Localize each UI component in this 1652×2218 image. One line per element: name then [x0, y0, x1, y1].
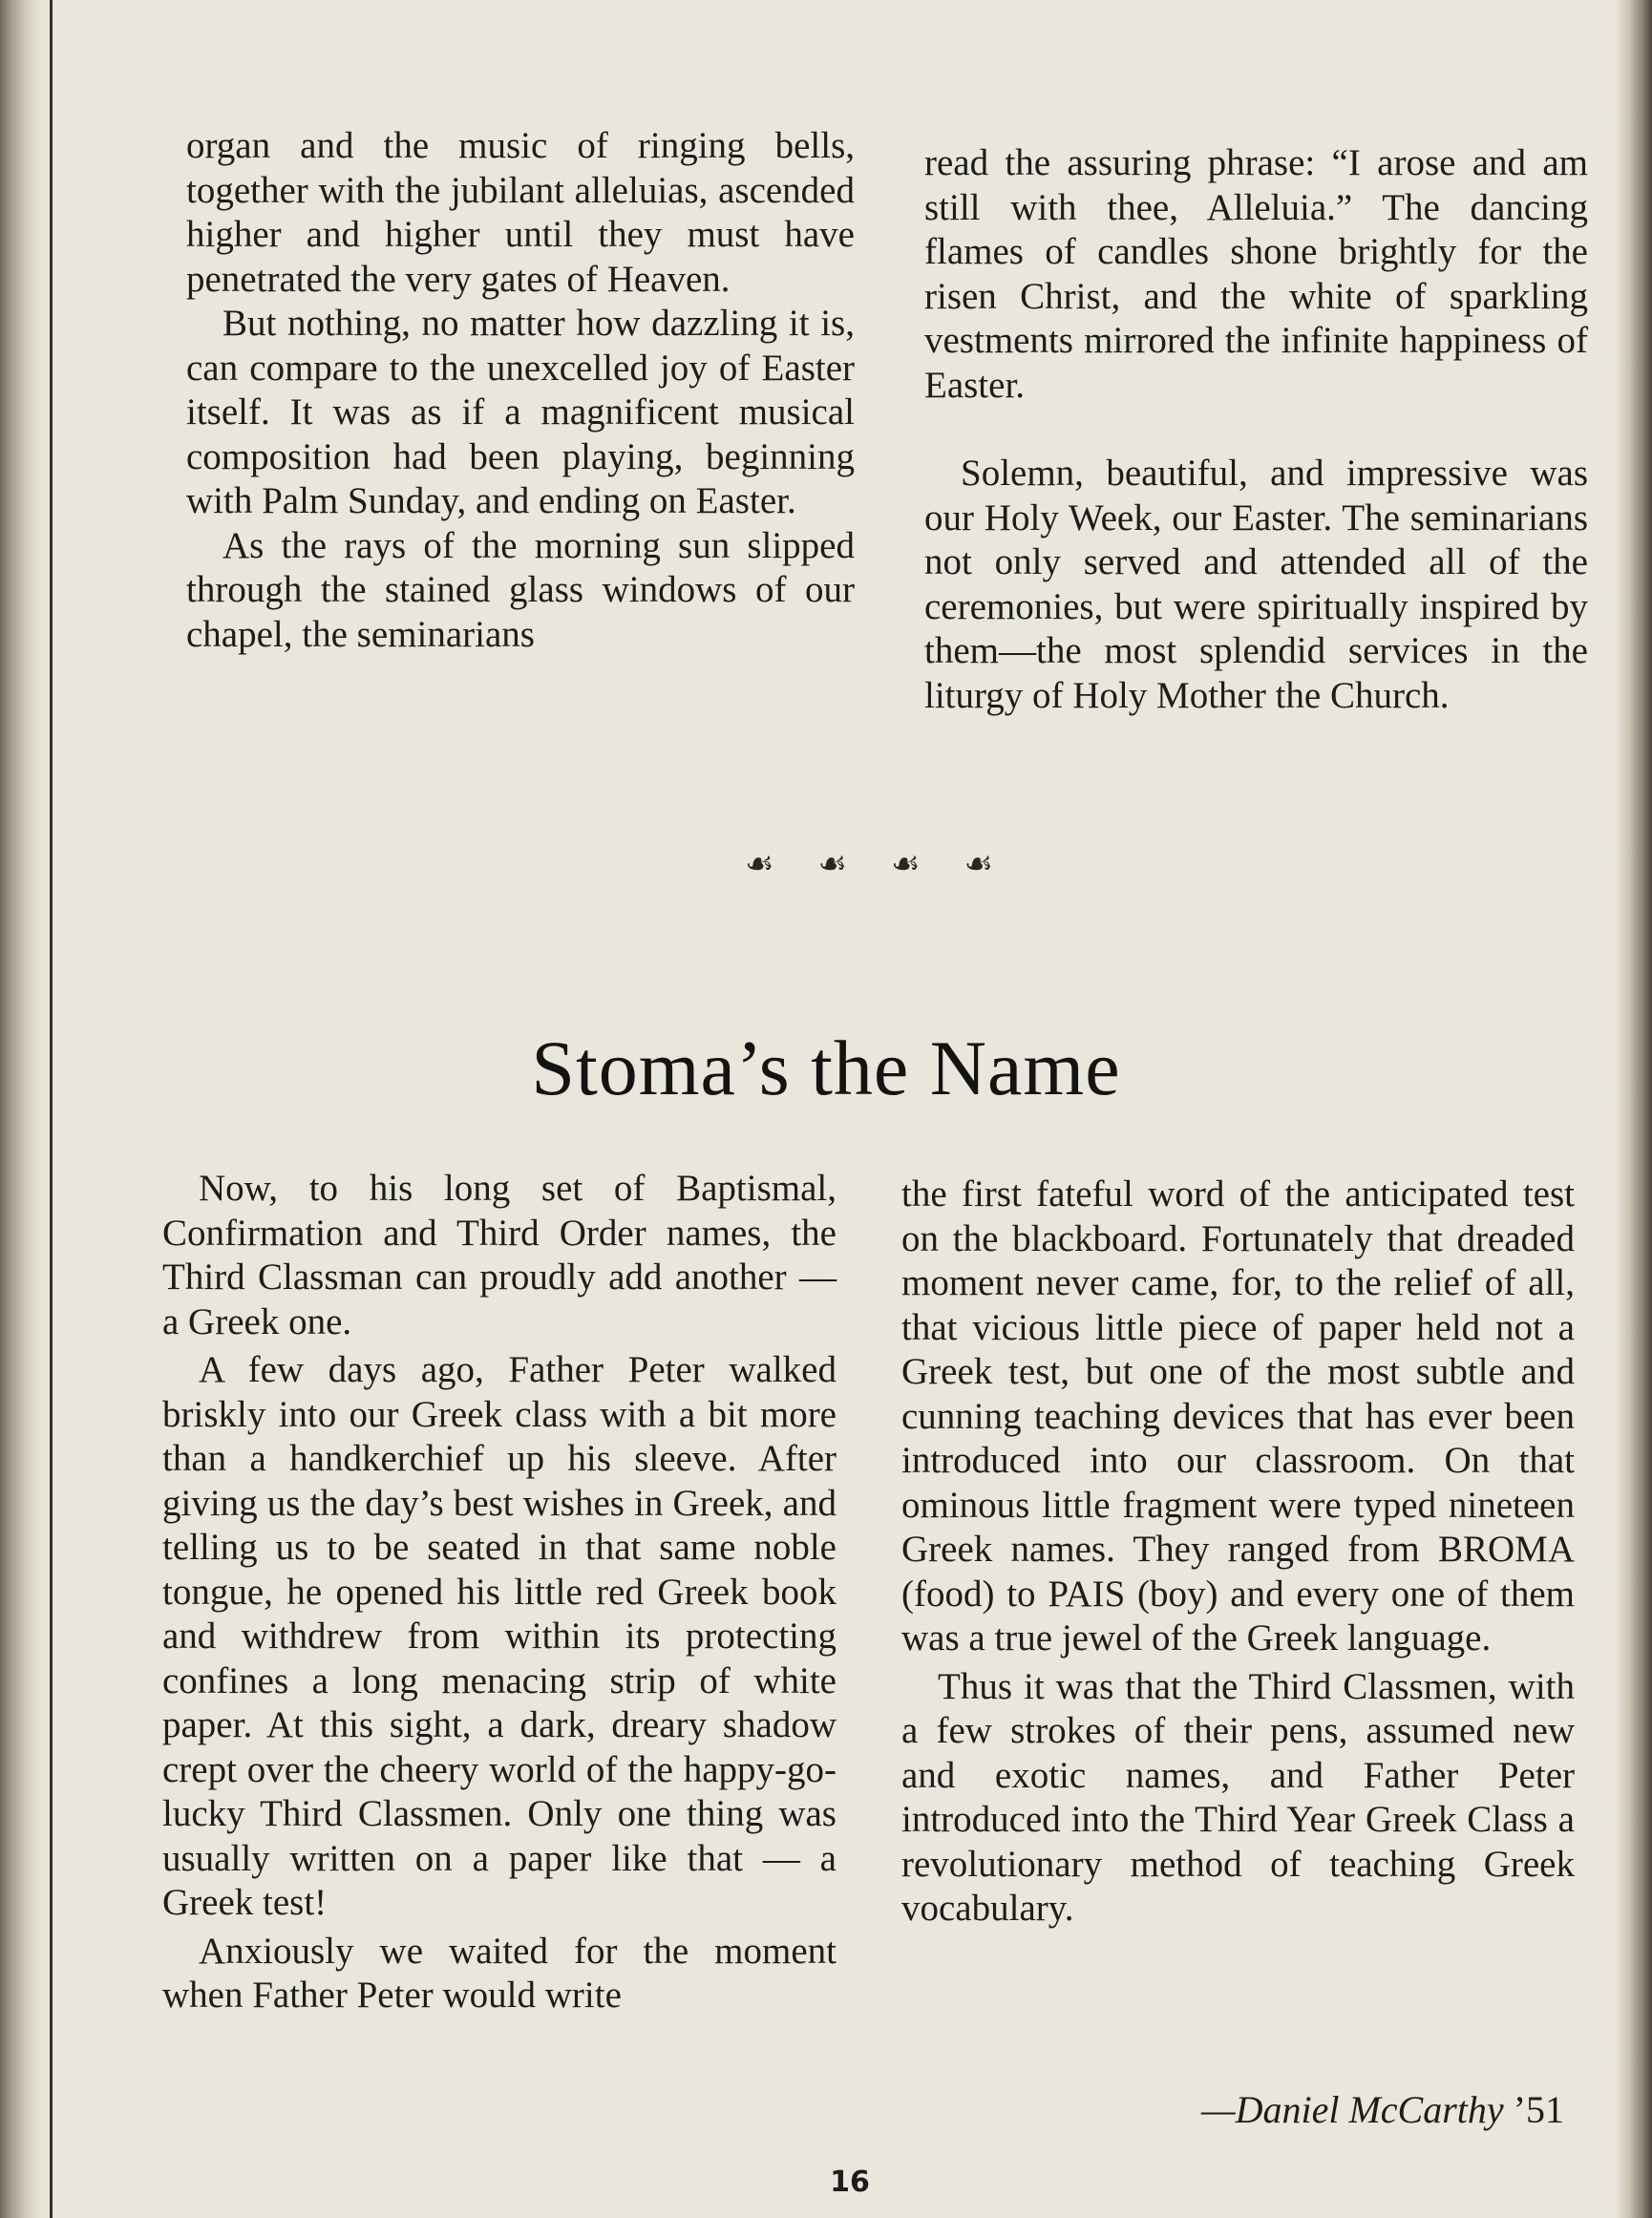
article-title: Stoma’s the Name — [531, 1025, 1121, 1111]
fleuron-icon: ☙ — [817, 845, 847, 883]
stoma-article-right-column — [901, 1172, 1575, 1932]
easter-article-left-column — [186, 124, 855, 657]
section-divider-ornament — [745, 845, 993, 893]
easter-paragraph-4: read the assuring phrase: “I arose and am still with thee, Alleluia.” The dancing flames of candles shone brightly for the risen Christ, and the white of sparkling vestments mirrored the infinite happiness of Easter. — [924, 142, 1588, 406]
easter-paragraph-3: As the rays of the morning sun slipped through the stained glass windows of our chapel, the seminarians — [186, 524, 855, 655]
stoma-article-left-column — [162, 1167, 837, 2018]
stoma-paragraph-5: Thus it was that the Third Classmen, with a few strokes of their pens, assumed new and exotic names, and Father Peter introduced into the Third Year Greek Class a revolutionary method of teaching Greek vocabulary. — [901, 1665, 1575, 1929]
page-number: 16 — [830, 2165, 870, 2199]
stoma-paragraph-2: A few days ago, Father Peter walked briskly into our Greek class with a bit more than a handkerchief up his sleeve. After giving us the day’s best wishes in Greek, and telling us to be seated in that same noble tongue, he opened his little red Greek book and withdrew from within its protecting confines a long menacing strip of white paper. At this sight, a dark, dreary shadow crept over the cheery world of the happy-go-lucky Third Classmen. Only one thing was usually written on a paper like that — a Greek test! — [162, 1349, 837, 1923]
author-name: —Daniel McCarthy — [1201, 2088, 1504, 2131]
stoma-paragraph-4: the first fateful word of the anticipated test on the blackboard. Fortunately that dreaded moment never came, for, to the relief of all, that vicious little piece of paper held not a Greek test, but one of the most subtle and cunning teaching devices that has ever been introduced into our classroom. On that ominous little fragment were typed nineteen Greek names. They ranged from BROMA (food) to PAIS (boy) and every one of them was a true jewel of the Greek language. — [901, 1173, 1575, 1658]
easter-paragraph-2: But nothing, no matter how dazzling it is, can compare to the unexcelled joy of Easter itself. It was as if a magnificent musical composition had been playing, beginning with Palm Sunday, and ending on Easter. — [186, 303, 855, 521]
author-signature — [1050, 2087, 1564, 2132]
stoma-paragraph-1: Now, to his long set of Baptismal, Confirmation and Third Order names, the Third Classman can proudly add another — a Greek one. — [162, 1168, 837, 1342]
easter-paragraph-1: organ and the music of ringing bells, together with the jubilant alleluias, ascended higher and higher until they must have penetrated the very gates of Heaven. — [186, 125, 855, 300]
fleuron-icon: ☙ — [891, 845, 921, 883]
stoma-paragraph-3: Anxiously we waited for the moment when Father Peter would write — [162, 1930, 837, 2016]
author-class-year: ’51 — [1503, 2088, 1564, 2131]
fleuron-icon: ☙ — [964, 845, 993, 883]
fleuron-icon: ☙ — [745, 845, 774, 883]
easter-article-right-column — [924, 141, 1588, 718]
easter-paragraph-5: Solemn, beautiful, and impressive was our Holy Week, our Easter. The seminarians not only served and attended all of the ceremonies, but were spiritually inspired by them—the most splendid services in the liturgy of Holy Mother the Church. — [924, 453, 1588, 716]
